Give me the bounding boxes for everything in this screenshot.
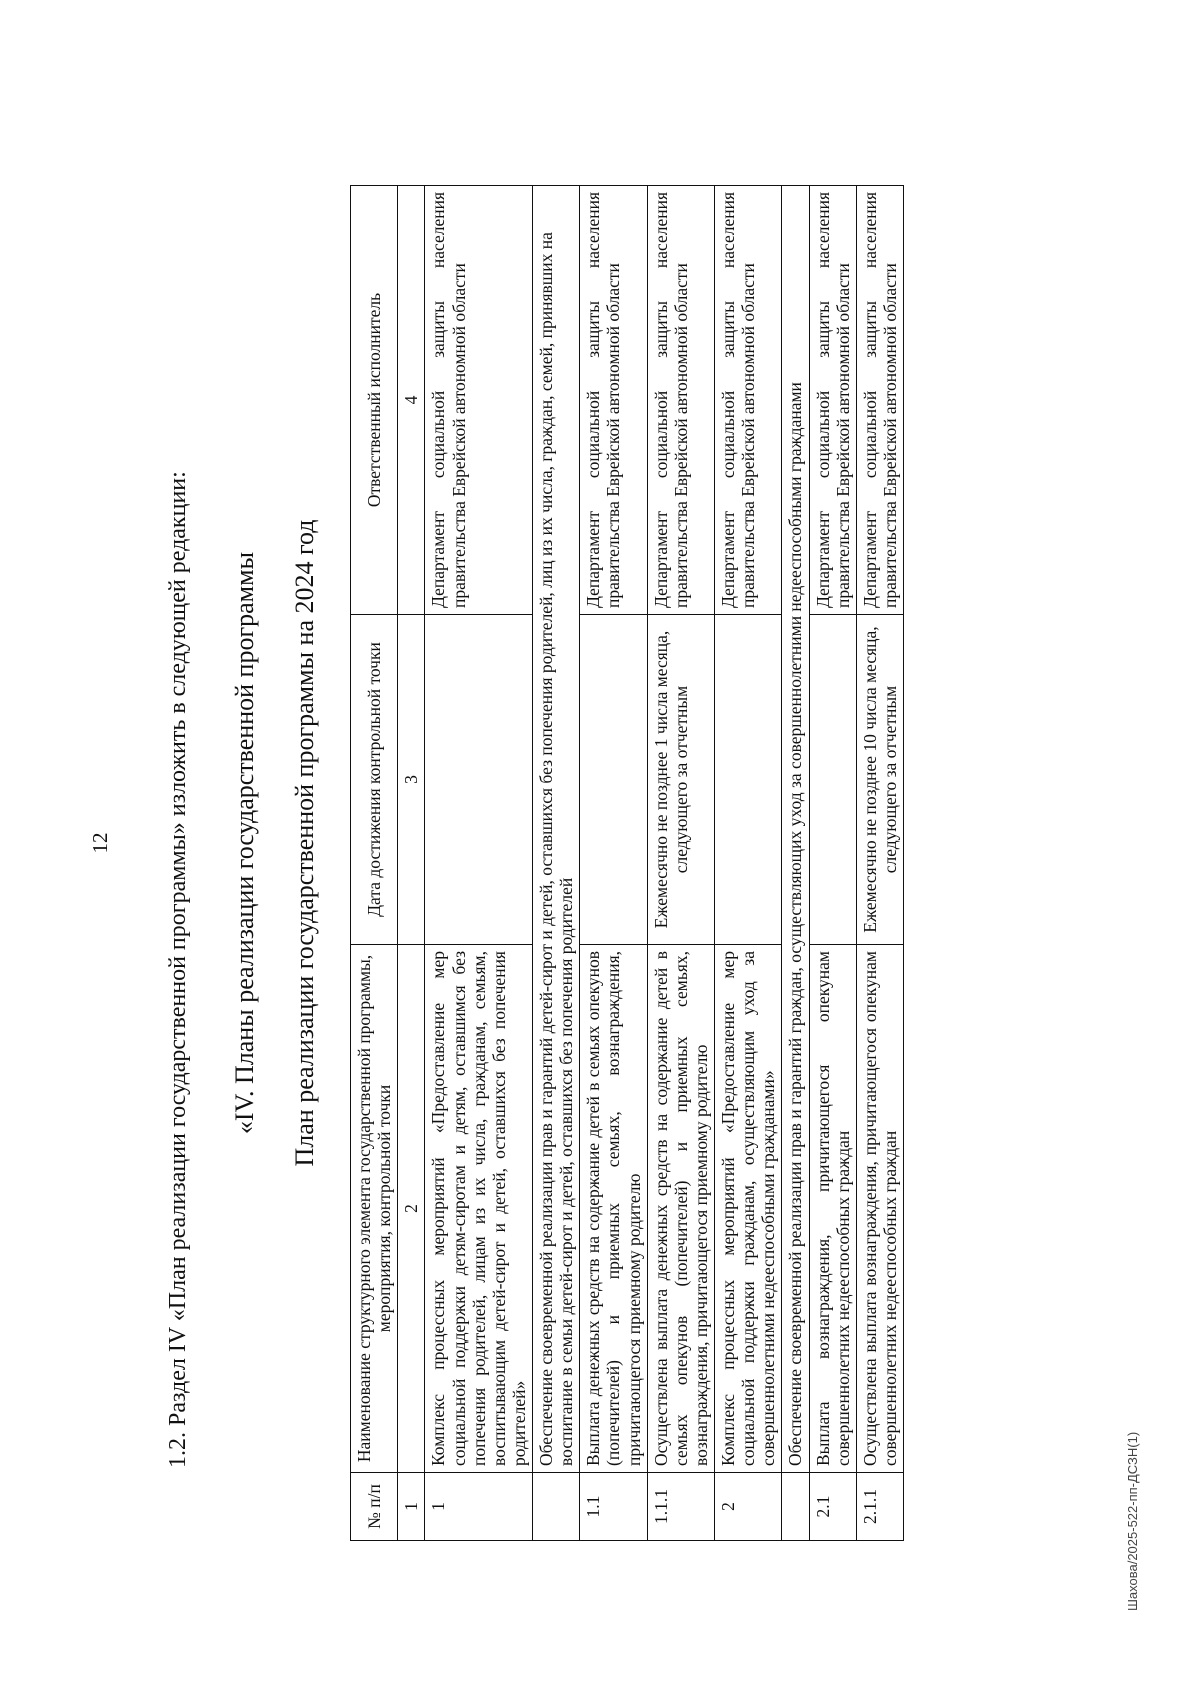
header-num: № п/п xyxy=(351,1473,398,1541)
row-num xyxy=(533,1473,580,1541)
row-responsible: Департамент социальной защиты населения правительства Еврейской автономной области xyxy=(647,186,714,615)
header-date: Дата достижения контрольной точки xyxy=(351,615,398,945)
row-name: Осуществлена выплата денежных средств на содержание детей в семьях опекунов (попечителей) и приемных семьях, вознаграждения, причитающегося приемному родителю xyxy=(647,945,714,1473)
row-responsible: Департамент социальной защиты населения правительства Еврейской автономной области xyxy=(715,186,782,615)
header-name: Наименование структурного элемента государственной программы, мероприятия, контрольной точки xyxy=(351,945,398,1473)
row-num: 1.1 xyxy=(580,1473,647,1541)
row-num: 2.1.1 xyxy=(856,1473,903,1541)
row-name: Выплата вознаграждения, причитающегося опекунам совершеннолетних недееспособных граждан xyxy=(809,945,856,1473)
row-num: 2.1 xyxy=(809,1473,856,1541)
row-date: Ежемесячно не позднее 10 числа месяца, следующего за отчетным xyxy=(856,615,903,945)
table-header-row xyxy=(351,186,398,1541)
table-row-full xyxy=(533,186,580,1541)
table-index-row xyxy=(398,186,425,1541)
index-cell: 4 xyxy=(398,186,425,615)
row-responsible: Департамент социальной защиты населения правительства Еврейской автономной области xyxy=(809,186,856,615)
plan-table xyxy=(350,185,904,1541)
table-row xyxy=(425,186,533,1541)
index-cell: 3 xyxy=(398,615,425,945)
row-date xyxy=(580,615,647,945)
plan-title: План реализации государственной программы на 2024 год xyxy=(290,519,319,1167)
index-cell: 1 xyxy=(398,1473,425,1541)
row-name: Выплата денежных средств на содержание детей в семьях опекунов (попечителей) и приемных семьях, вознаграждения, причитающегося приемному родителю xyxy=(580,945,647,1473)
table-row-full xyxy=(782,186,809,1541)
table-row xyxy=(580,186,647,1541)
footer-code: Шахова/2025-522-пп-ДСЗН(1) xyxy=(1125,1431,1140,1611)
row-num: 2 xyxy=(715,1473,782,1541)
row-num: 1 xyxy=(425,1473,533,1541)
table-row xyxy=(715,186,782,1541)
table-row xyxy=(647,186,714,1541)
row-num xyxy=(782,1473,809,1541)
row-task: Обеспечение своевременной реализации прав и гарантий детей-сирот и детей, оставшихся без попечения родителей, лиц из их числа, граждан, семей, принявших на воспитание в семьи детей-сирот и детей, оставшихся без попечения родителей xyxy=(533,186,580,1473)
section-title: «IV. Планы реализации государственной программы xyxy=(230,551,259,1135)
table-row xyxy=(856,186,903,1541)
row-responsible: Департамент социальной защиты населения правительства Еврейской автономной области xyxy=(580,186,647,615)
row-date xyxy=(715,615,782,945)
intro-text: 1.2. Раздел IV «План реализации государственной программы» изложить в следующей редакции: xyxy=(165,471,191,1468)
row-date xyxy=(425,615,533,945)
row-date: Ежемесячно не позднее 1 числа месяца, следующего за отчетным xyxy=(647,615,714,945)
row-date xyxy=(809,615,856,945)
row-num: 1.1.1 xyxy=(647,1473,714,1541)
table-row xyxy=(809,186,856,1541)
row-name: Комплекс процессных мероприятий «Предоставление мер социальной поддержки детям-сиротам и детям, оставшимся без попечения родителей, лицам из их числа, гражданам, семьям, воспитывающим детей-сирот и детей, оставшихся без попечения родителей» xyxy=(425,945,533,1473)
row-name: Осуществлена выплата вознаграждения, причитающегося опекунам совершеннолетних недееспособных граждан xyxy=(856,945,903,1473)
row-task: Обеспечение своевременной реализации прав и гарантий граждан, осуществляющих уход за совершеннолетними недееспособными гражданами xyxy=(782,186,809,1473)
header-responsible: Ответственный исполнитель xyxy=(351,186,398,615)
row-responsible: Департамент социальной защиты населения правительства Еврейской автономной области xyxy=(856,186,903,615)
row-responsible: Департамент социальной защиты населения правительства Еврейской автономной области xyxy=(425,186,533,615)
page-number: 12 xyxy=(88,832,112,854)
row-name: Комплекс процессных мероприятий «Предоставление мер социальной поддержки гражданам, осуществляющим уход за совершеннолетними недееспособными гражданами» xyxy=(715,945,782,1473)
index-cell: 2 xyxy=(398,945,425,1473)
